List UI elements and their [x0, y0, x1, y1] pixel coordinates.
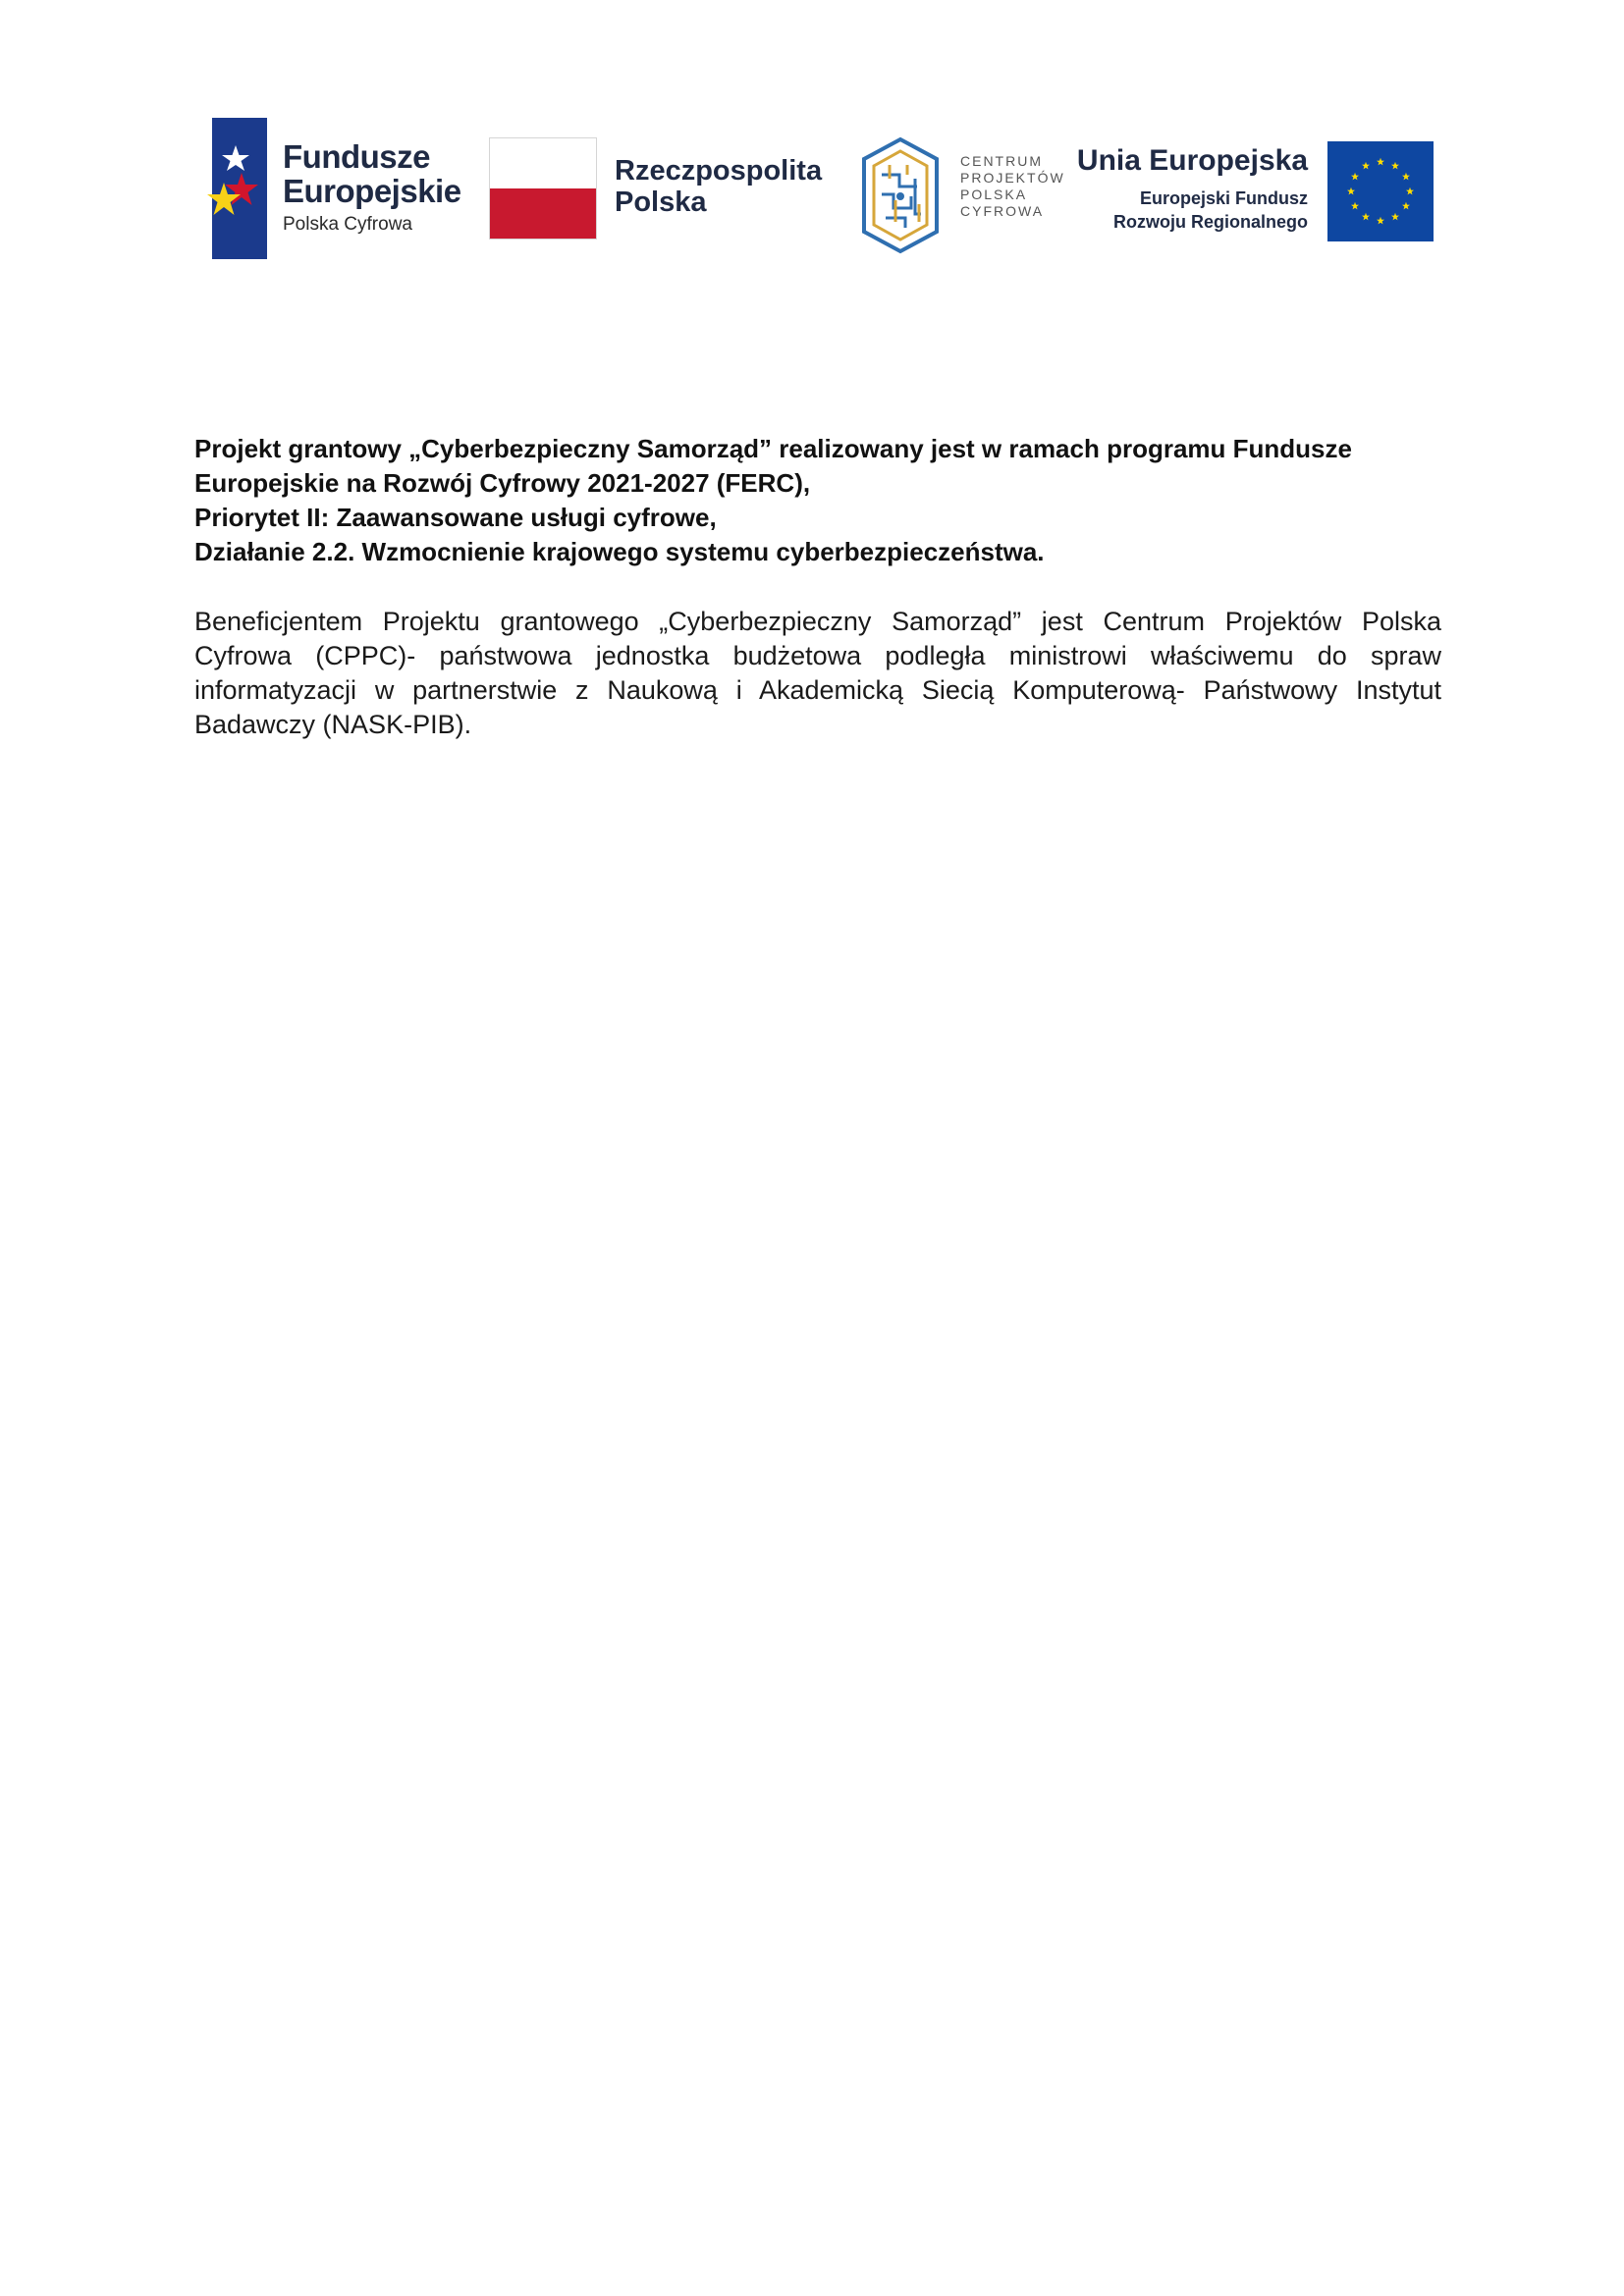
rozwoju-regionalnego-label: Rozwoju Regionalnego [1113, 212, 1308, 232]
fundusze-label: Fundusze [283, 138, 430, 175]
centrum-label: CENTRUM [960, 153, 1043, 169]
heading-line-1: Projekt grantowy „Cyberbezpieczny Samorząd” realizowany jest w ramach programu Fundusze [194, 434, 1352, 463]
polska-label: POLSKA [960, 187, 1028, 202]
europejskie-label: Europejskie [283, 173, 461, 209]
rzeczpospolita-label: Rzeczpospolita [615, 155, 823, 187]
projektow-label: PROJEKTÓW [960, 170, 1065, 186]
unia-europejska-label: Unia Europejska [1076, 144, 1308, 177]
heading-line-2: Europejskie na Rozwój Cyfrowy 2021-2027 (FERC), [194, 468, 811, 498]
project-heading [194, 432, 1441, 569]
logo-bar [0, 0, 1624, 294]
eu-flag-icon [1327, 141, 1434, 241]
centrum-projektow-polska-cyfrowa-logo [856, 135, 1065, 255]
unia-europejska-logo [1076, 137, 1434, 255]
polska-cyfrowa-label: Polska Cyfrowa [283, 214, 412, 235]
cppc-maze-icon [856, 135, 945, 255]
europejski-fundusz-label: Europejski Fundusz [1139, 188, 1308, 208]
rzeczpospolita-polska-wordmark [615, 155, 822, 218]
unia-europejska-wordmark [1077, 143, 1308, 234]
heading-line-3: Priorytet II: Zaawansowane usługi cyfrowe, [194, 503, 717, 532]
document-body [194, 432, 1441, 769]
heading-line-4: Działanie 2.2. Wzmocnienie krajowego systemu cyberbezpieczeństwa. [194, 537, 1045, 566]
fundusze-europejskie-logo [206, 116, 461, 263]
fundusze-europejskie-star-icon [206, 116, 275, 263]
beneficiary-paragraph: Beneficjentem Projektu grantowego „Cyberbezpieczny Samorząd” jest Centrum Projektów Polska Cyfrowa (CPPC)- państwowa jednostka budżetowa podległa ministrowi właściwemu do spraw informatyzacji w partnerstwie z Naukową i Akademicką Siecią Komputerową- Państwowy Instytut Badawczy (NASK-PIB). [194, 607, 1441, 739]
polska-label: Polska [615, 187, 707, 218]
fundusze-europejskie-wordmark [283, 139, 461, 236]
cyfrowa-label: CYFROWA [960, 203, 1045, 219]
polish-flag-icon [489, 137, 597, 240]
cppc-wordmark [960, 153, 1065, 220]
rzeczpospolita-polska-logo [489, 137, 823, 245]
